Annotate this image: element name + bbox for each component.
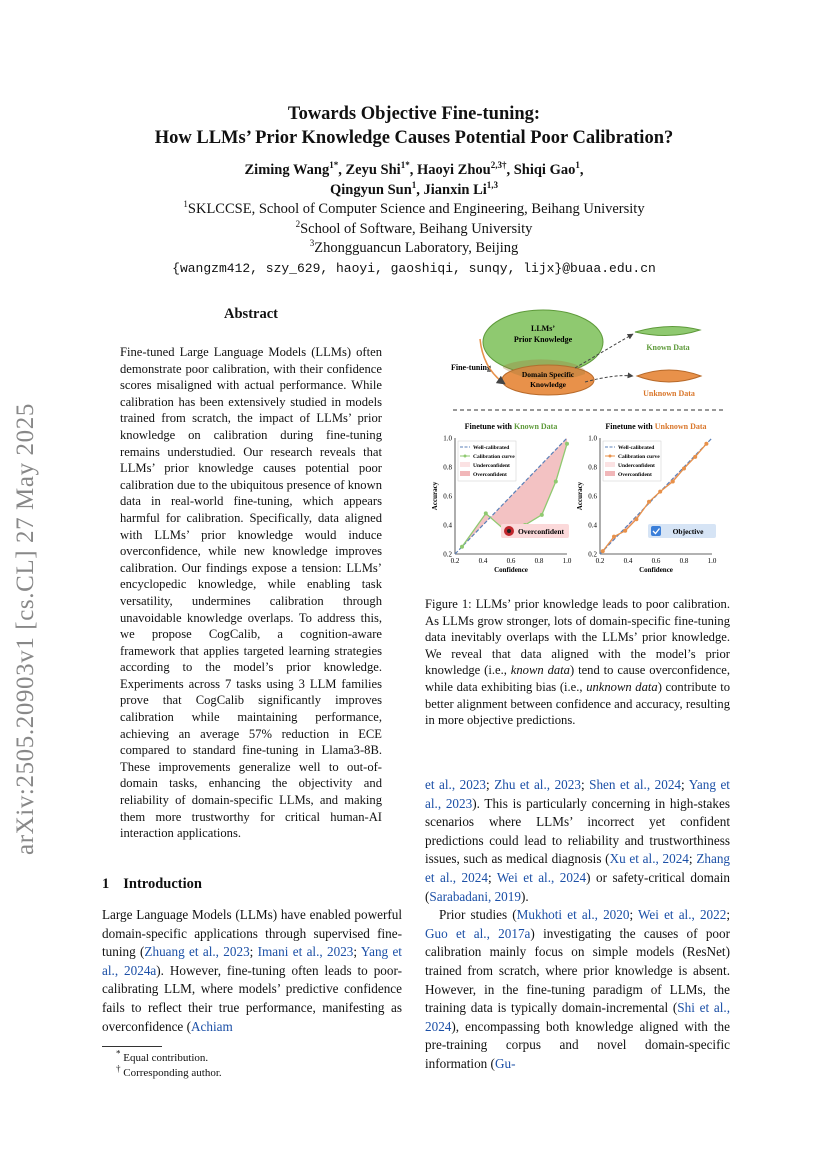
check-icon [651, 526, 661, 536]
author-mark: 2,3† [490, 160, 507, 171]
section-number: 1 [102, 876, 110, 892]
x-tick-label: 0.6 [651, 557, 661, 565]
citation-link[interactable]: et al., 2023 [425, 777, 487, 792]
author-mark: 1 [411, 180, 417, 191]
citation-link[interactable]: Shi et al., 2024 [425, 1000, 730, 1034]
figure-1 [425, 304, 730, 589]
legend-swatch [605, 471, 615, 476]
citation-link[interactable]: Sarabadani, 2019 [429, 888, 521, 904]
chart-title [605, 422, 706, 431]
y-tick-label: 0.6 [588, 492, 597, 501]
x-tick-label: 0.6 [506, 557, 516, 565]
unknown-data-label: Unknown Data [643, 389, 695, 398]
calibration-point [601, 549, 605, 553]
x-tick-label: 0.8 [534, 557, 544, 565]
emphasis: unknown data [586, 679, 658, 694]
text-run: ) investigating the causes of poor calibration mainly focus on simple models (ResNet) trained from scratch, where prior knowledge is absent. However, in the fine-tuning paradigm of LLMs, the training data is typically domain-incremental ( [425, 925, 730, 1016]
y-tick-label: 1.0 [588, 434, 597, 443]
text-run: ; [726, 907, 730, 923]
chart-title [465, 422, 558, 431]
paragraph [425, 776, 730, 906]
calibration-point [682, 466, 686, 470]
calibration-point [671, 480, 675, 484]
text-run: ; [487, 869, 497, 885]
affiliation-mark: 1 [183, 199, 188, 210]
unknown-data-leaf [637, 370, 701, 382]
title-line-2: How LLMs’ Prior Knowledge Causes Potential Poor Calibration? [154, 128, 674, 148]
chart-title-highlight: Known Data [514, 422, 558, 431]
status-badge-label: Objective [672, 527, 704, 536]
title-line-1: Towards Objective Fine-tuning: [287, 104, 541, 124]
footnote-mark: * [116, 1048, 121, 1059]
legend-label: Well-calibrated [473, 445, 510, 451]
citation-link[interactable]: Zhang et al., 2024 [425, 851, 731, 885]
text-run: Large Language Models (LLMs) have enabled powerful domain-specific applications through supervised fine-tuning ( [102, 907, 402, 960]
author-mark: 1,3 [486, 180, 499, 191]
legend-label: Underconfident [473, 463, 510, 469]
footnote [116, 1048, 209, 1065]
legend-label: Well-calibrated [618, 445, 655, 451]
author-mark: 1* [329, 160, 339, 171]
chart-title-prefix: Finetune with [464, 422, 514, 431]
author-list: Ziming Wang$^{1*}$, Zeyu Shi$^{1*}$, Haoyi Zhou$^{2,3\dagger}$, Shiqi Gao$^1$, Qingyun Sun$^1$, Jianxin Li$^{1,3}$ [244, 160, 584, 198]
legend-swatch [460, 471, 470, 476]
known-data-label: Known Data [646, 343, 690, 352]
footnote-mark: † [116, 1063, 121, 1074]
finetuning-label: Fine-tuning [451, 363, 492, 372]
x-tick-label: 1.0 [562, 557, 572, 565]
author-mark: 1 [575, 160, 580, 171]
calibration-point [554, 480, 558, 484]
y-tick-label: 0.6 [443, 492, 452, 501]
calibration-point [623, 529, 627, 533]
x-tick-label: 1.0 [707, 557, 717, 565]
paper-title [0, 102, 828, 150]
citation-link[interactable]: Mukhoti et al., 2020 [516, 907, 630, 923]
knowledge-diagram [451, 310, 725, 410]
footnote-rule [102, 1046, 162, 1047]
llm-label: LLMs’ [531, 324, 555, 333]
y-tick-label: 0.4 [443, 521, 452, 530]
x-tick-label: 0.2 [450, 557, 460, 565]
abstract-heading: Abstract [224, 306, 278, 322]
domain-label: Knowledge [530, 380, 566, 389]
y-tick-label: 0.2 [588, 550, 597, 559]
x-tick-label: 0.4 [623, 557, 633, 565]
calibration-point [704, 442, 708, 446]
citation-link[interactable]: Shen et al., 2024 [589, 777, 682, 792]
status-badge-label: Overconfident [517, 527, 565, 536]
citation-link[interactable]: Yang et al., 2023 [425, 777, 730, 811]
citation-link[interactable]: Gu- [494, 1055, 516, 1071]
section-heading [102, 876, 216, 893]
text-run: ; [629, 907, 639, 923]
citation-link[interactable]: Wei et al., 2022 [638, 907, 727, 923]
text-run: ; [249, 944, 258, 960]
citation-link[interactable]: Yang et al., 2024a [102, 944, 402, 978]
author-mark: 1* [400, 160, 410, 171]
text-run: ) tend to cause overconfidence, while data exhibiting bias (i.e., [425, 663, 730, 694]
affiliation-3: Zhongguancun Laboratory, Beijing [314, 240, 519, 256]
calibration-point [647, 500, 651, 504]
citation-link[interactable]: Guo et al., 2017a [425, 925, 531, 941]
x-axis-label: Confidence [639, 566, 673, 574]
y-tick-label: 0.8 [588, 463, 597, 472]
llm-label: Prior Knowledge [513, 335, 573, 344]
text-run: Figure 1: LLMs’ prior knowledge leads to poor calibration. As LLMs grow stronger, lots of domain-specific fine-tuning data inevitably overlaps with the LLMs’ prior knowledge. We reveal that data aligned with the model’s prior knowledge (i.e., [425, 597, 730, 678]
chart-known-data [431, 422, 572, 574]
known-data-leaf [635, 326, 700, 335]
legend-label: Underconfident [618, 463, 655, 469]
calibration-point [565, 442, 569, 446]
paragraph [425, 906, 730, 1073]
text-run: ; [486, 777, 495, 792]
legend-swatch [605, 462, 615, 467]
text-run: ; [681, 777, 689, 792]
affiliations [0, 200, 828, 278]
x-axis-label: Confidence [494, 566, 528, 574]
text-run: Prior studies ( [439, 907, 517, 923]
citation-link[interactable]: Imani et al., 2023 [257, 944, 354, 960]
citation-link[interactable]: Wei et al., 2024 [496, 869, 587, 885]
calibration-point [658, 490, 662, 494]
abstract-text: Fine-tuned Large Language Models (LLMs) often demonstrate poor calibration, with their confidence scores misaligned with actual performance. While calibration has been extensively studied in models trained from scratch, the impact of LLMs’ prior knowledge on calibration during fine-tuning remains understudied. Our research reveals that LLMs’ prior knowledge causes potential poor calibration due to the ubiquitous presence of known data in real-world fine-tuning, which appears harmful for calibration. Specifically, data aligned with LLMs’ prior knowledge would induce overconfidence, while new knowledge improves calibration. Our findings expose a tension: LLMs’ encyclopedic knowledge, while enabling task versatility, undermines calibration through unavoidable knowledge overlaps. To address this, we propose CogCalib, a cognition-aware framework that applies targeted learning strategies according to the model’s prior knowledge. Experiments across 7 tasks using 3 LLM families prove that CogCalib significantly improves calibration while maintaining performance, achieving an average 57% reduction in ECE compared to standard fine-tuning in Llama3-8B. These improvements generalize well to out-of-domain tasks, enhancing the objectivity and reliability of domain-specific LLMs, and making them more trustworthy for critical human-AI interaction applications. [120, 345, 382, 841]
x-tick-label: 0.8 [679, 557, 689, 565]
emphasis: known data [510, 663, 570, 678]
right-column-body [425, 776, 730, 1074]
text-run: ). [520, 888, 529, 904]
intro-paragraph [102, 906, 402, 1036]
legend-label: Calibration curve [618, 454, 660, 460]
legend-label: Overconfident [618, 472, 652, 478]
x-tick-label: 0.2 [595, 557, 605, 565]
citation-link[interactable]: Xu et al., 2024 [609, 851, 689, 867]
citation-link[interactable]: Achiam [190, 1018, 233, 1034]
author-name: Haoyi Zhou [416, 162, 491, 178]
chart-unknown-data [576, 422, 717, 574]
figure-caption [425, 596, 730, 729]
citation-link[interactable]: Zhuang et al., 2023 [144, 944, 250, 960]
y-tick-label: 0.2 [443, 550, 452, 559]
warning-icon-core [507, 529, 511, 533]
footnote [116, 1063, 222, 1080]
domain-label: Domain Specific [521, 370, 575, 379]
legend-swatch [460, 462, 470, 467]
calibration-point [693, 455, 697, 459]
text-run: ). However, fine-tuning often leads to poor-calibrating LLM, where models’ predictive confidence fails to reflect their true performance, manifesting as overconfidence ( [102, 962, 403, 1034]
y-axis-label: Accuracy [576, 481, 584, 511]
y-tick-label: 0.8 [443, 463, 452, 472]
chart-title-highlight: Unknown Data [654, 422, 707, 431]
calibration-point [484, 511, 488, 515]
affiliation-1: SKLCCSE, School of Computer Science and Engineering, Beihang University [187, 201, 645, 217]
calibration-point [634, 517, 638, 521]
legend-swatch [609, 455, 612, 458]
text-run: ) or safety-critical domain ( [425, 869, 730, 904]
affiliation-2: School of Software, Beihang University [300, 220, 533, 237]
citation-link[interactable]: Zhu et al., 2023 [494, 777, 581, 792]
text-run: ; [580, 777, 590, 792]
text-run: ; [353, 944, 361, 960]
author-name: Shiqi Gao [513, 162, 576, 178]
calibration-point [540, 513, 544, 517]
text-run: ). This is particularly concerning in high-stakes scenarios where LLMs’ incorrect yet confident predictions could lead to reliability and trustworthiness issues, such as medical diagnosis ( [425, 795, 730, 867]
section-title: Introduction [123, 876, 202, 892]
text-run: ), encompassing both knowledge aligned with the pre-training corpus and novel domain-specific information ( [425, 1018, 730, 1071]
author-name: Zeyu Shi [345, 162, 401, 178]
legend-label: Calibration curve [473, 454, 515, 460]
author-name: Ziming Wang [244, 162, 330, 178]
text-run: ; [688, 851, 697, 867]
footnote-text: Corresponding author. [123, 1067, 222, 1079]
affiliation-mark: 3 [309, 238, 315, 249]
author-name: Qingyun Sun [329, 182, 412, 198]
footnote-text: Equal contribution. [123, 1052, 209, 1064]
affiliation-mark: 2 [295, 218, 301, 229]
y-tick-label: 0.4 [588, 521, 597, 530]
x-tick-label: 0.4 [478, 557, 488, 565]
legend-label: Overconfident [473, 472, 507, 478]
email-list: {wangzm412, szy_629, haoyi, gaoshiqi, sunqy, lijx}@buaa.edu.cn [172, 260, 656, 276]
arxiv-identifier: arXiv:2505.20903v1 [cs.CL] 27 May 2025 [12, 403, 39, 855]
y-axis-label: Accuracy [431, 481, 439, 511]
calibration-point [460, 545, 464, 549]
legend-swatch [464, 455, 467, 458]
calibration-point [612, 535, 616, 539]
chart-title-prefix: Finetune with [605, 422, 655, 431]
y-tick-label: 1.0 [443, 434, 452, 443]
text-run: ) contribute to better alignment between confidence and accuracy, resulting in more objective predictions. [425, 679, 730, 728]
author-name: Jianxin Li [423, 182, 487, 198]
